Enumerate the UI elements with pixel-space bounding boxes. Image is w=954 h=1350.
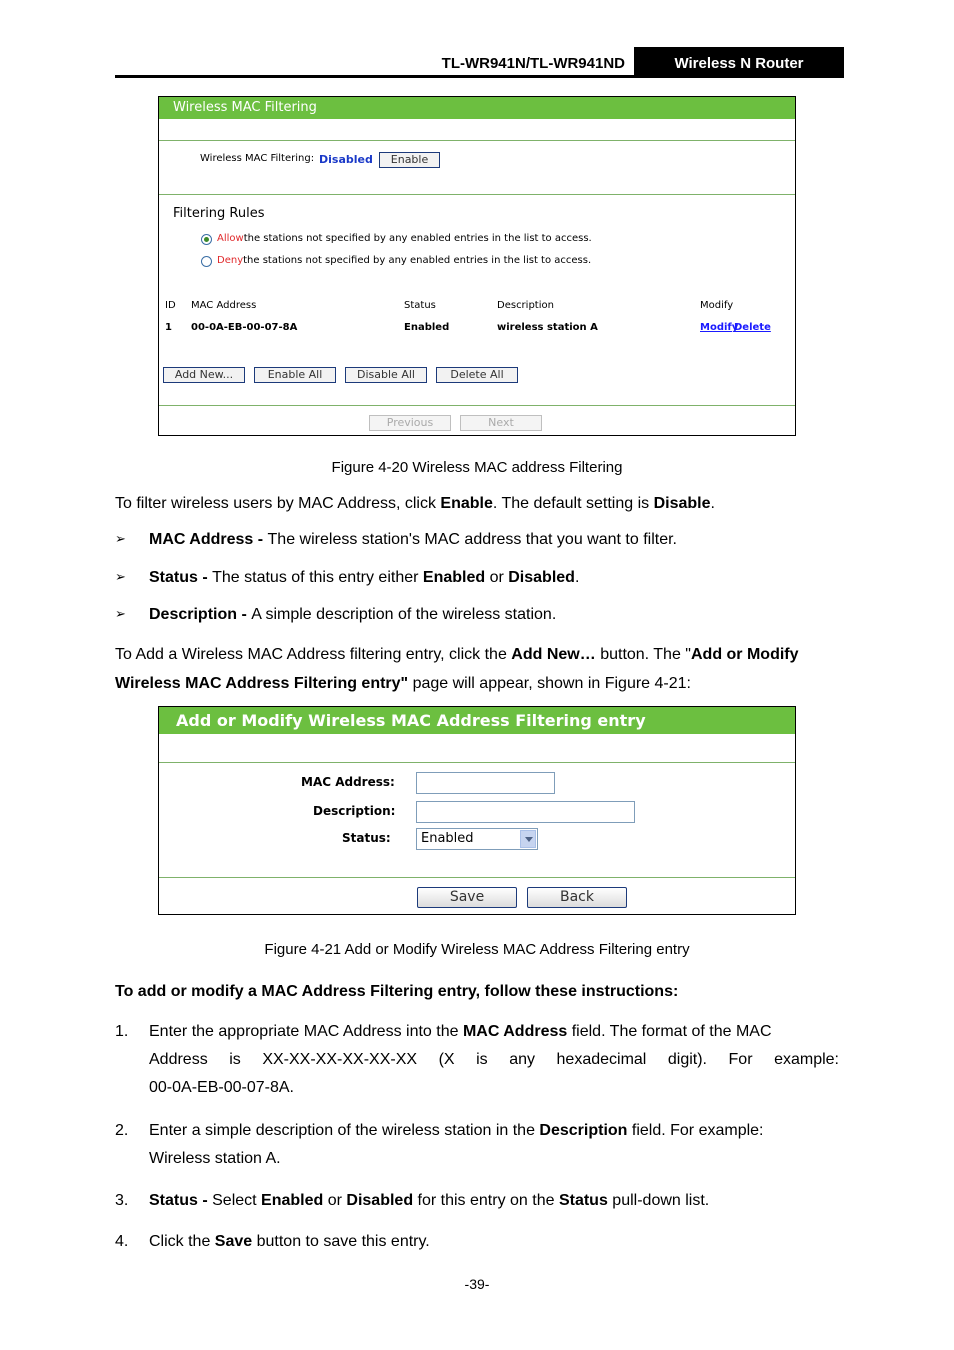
figure-wireless-mac-filtering [158, 96, 796, 436]
filtering-label: Wireless MAC Filtering: [200, 153, 315, 164]
status-label: Status: [342, 831, 391, 845]
step-3: 3. Status - Select Enabled or Disabled for this entry on the Status pull-down list. [115, 1187, 839, 1215]
divider [159, 140, 795, 141]
step-number: 4. [115, 1233, 129, 1250]
next-button[interactable]: Next [460, 415, 542, 431]
divider [159, 194, 795, 195]
row-id: 1 [165, 322, 172, 333]
step-4: 4. Click the Save button to save this entry. [115, 1228, 839, 1256]
page-number: -39- [464, 1276, 490, 1292]
disable-all-button[interactable]: Disable All [345, 367, 427, 383]
filtering-status: Disabled [319, 153, 373, 166]
step-1-line-2: Address is XX-XX-XX-XX-XX-XX (X is any hexadecimal digit). For example: [149, 1051, 839, 1068]
step-2-line-2: Wireless station A. [149, 1150, 281, 1167]
panel-title: Wireless MAC Filtering [159, 97, 795, 119]
divider [159, 405, 795, 406]
step-1-line-3: 00-0A-EB-00-07-8A. [149, 1079, 294, 1096]
delete-link[interactable]: Delete [734, 322, 771, 333]
step-1-line-1: Enter the appropriate MAC Address into the MAC Address field. The format of the MAC [149, 1023, 772, 1040]
chevron-down-icon[interactable] [520, 830, 536, 848]
bullet-arrow-icon: ➢ [115, 569, 126, 584]
description-input[interactable] [416, 801, 635, 823]
col-header-mac: MAC Address [191, 300, 257, 311]
product-name: Wireless N Router [634, 45, 844, 78]
step-number: 1. [115, 1023, 129, 1040]
previous-button[interactable]: Previous [369, 415, 451, 431]
header-rule [115, 75, 844, 78]
step-number: 3. [115, 1192, 129, 1209]
step-2 [115, 1117, 839, 1173]
row-mac: 00-0A-EB-00-07-8A [191, 322, 298, 333]
col-header-modify: Modify [700, 300, 734, 311]
col-header-description: Description [497, 300, 554, 311]
enable-button[interactable]: Enable [379, 152, 440, 168]
add-new-button[interactable]: Add New... [163, 367, 245, 383]
bullet-arrow-icon: ➢ [115, 606, 126, 621]
paragraph-add-new: To Add a Wireless MAC Address filtering entry, click the Add New… button. The "Add or Modify Wireless MAC Address Filtering entry" page will appear, shown in Figure 4-21: [115, 646, 799, 692]
enable-all-button[interactable]: Enable All [254, 367, 336, 383]
figure-caption-4-20: Figure 4-20 Wireless MAC address Filtering [331, 459, 623, 476]
deny-option-label: Denythe stations not specified by any enabled entries in the list to access. [217, 255, 592, 266]
row-status: Enabled [404, 322, 450, 333]
status-select[interactable] [416, 828, 538, 850]
mac-address-input[interactable] [416, 772, 555, 794]
allow-option-label: Allowthe stations not specified by any enabled entries in the list to access. [217, 233, 592, 244]
instructions-heading: To add or modify a MAC Address Filtering entry, follow these instructions: [115, 983, 679, 1000]
row-description: wireless station A [497, 322, 598, 333]
divider [159, 762, 795, 763]
step-2-line-1: Enter a simple description of the wireless station in the Description field. For example: [149, 1122, 764, 1139]
bullet-arrow-icon: ➢ [115, 531, 126, 546]
col-header-id: ID [165, 300, 176, 311]
model-name: TL-WR941N/TL-WR941ND [441, 55, 625, 72]
figure-add-modify-entry [158, 706, 796, 915]
step-1 [115, 1018, 839, 1102]
delete-all-button[interactable]: Delete All [436, 367, 518, 383]
figure-caption-4-21: Figure 4-21 Add or Modify Wireless MAC Address Filtering entry [264, 941, 690, 958]
mac-address-label: MAC Address: [301, 775, 395, 789]
description-label: Description: [313, 804, 396, 818]
modify-link[interactable]: Modify [700, 322, 739, 333]
status-select-value: Enabled [421, 831, 474, 846]
panel-title: Add or Modify Wireless MAC Address Filtering entry [159, 707, 795, 734]
filtering-rules-heading: Filtering Rules [173, 206, 265, 221]
col-header-status: Status [404, 300, 436, 311]
deny-radio[interactable] [201, 256, 212, 267]
divider [159, 877, 795, 878]
save-button[interactable]: Save [417, 887, 517, 908]
document-header [115, 45, 844, 78]
step-number: 2. [115, 1122, 129, 1139]
paragraph-filter-intro: To filter wireless users by MAC Address, click Enable. The default setting is Disable. [115, 495, 715, 512]
back-button[interactable]: Back [527, 887, 627, 908]
allow-radio[interactable] [201, 234, 212, 245]
